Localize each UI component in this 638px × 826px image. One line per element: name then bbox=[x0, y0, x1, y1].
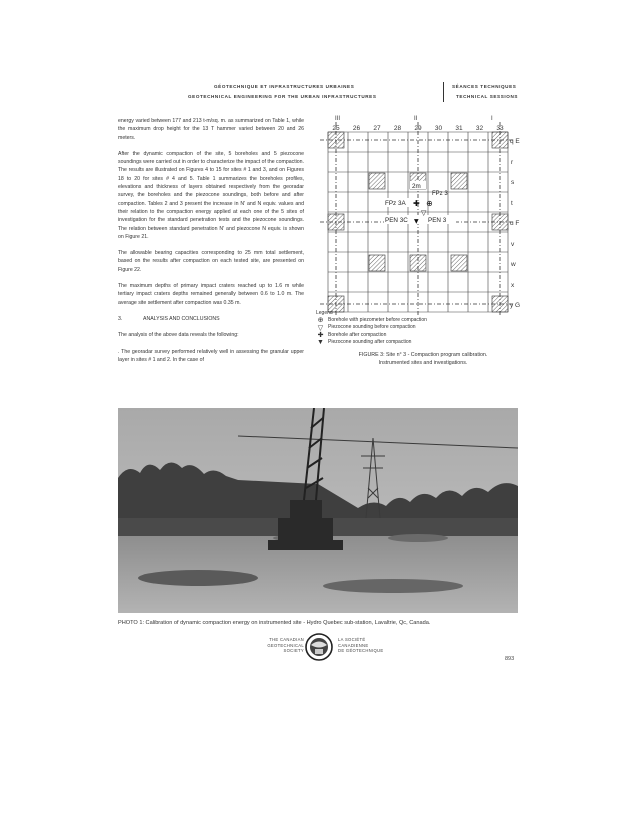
legend-item: ▽ Piezocone sounding before compaction bbox=[317, 324, 416, 332]
roman-II: II bbox=[414, 116, 418, 122]
fpz3a-label: FPz 3A bbox=[385, 200, 406, 207]
legend-item: ▼ Piezocone sounding after compaction bbox=[317, 338, 412, 346]
paragraph: . The georadar survey performed relatively well in assessing the granular upper layer in sites # 1 and 2. In the case of bbox=[118, 348, 304, 363]
paragraph: The analysis of the above data reveals the following: bbox=[118, 332, 239, 339]
row-letter: v bbox=[511, 241, 515, 248]
roman-III: III bbox=[335, 116, 341, 122]
pen3c-label: PEN 3C bbox=[385, 217, 408, 224]
hatched-cell bbox=[369, 255, 385, 271]
col-number: 30 bbox=[434, 125, 443, 132]
col-number: 28 bbox=[393, 125, 402, 132]
row-letter: t bbox=[511, 200, 513, 207]
legend-item: ⊕ Borehole with piezometer before compaction bbox=[317, 317, 427, 325]
pen3-label: PEN 3 bbox=[428, 217, 447, 224]
crane-site-photo bbox=[118, 408, 518, 613]
paragraph: energy varied between 177 and 213 t-m/sq. m. as summarized on Table 1, while the maximum drop height for the 13 T hammer varied between 20 and 26 meters. bbox=[118, 118, 304, 141]
section-number: 3. bbox=[118, 315, 123, 322]
legend-borehole-after-icon: ✚ bbox=[317, 331, 324, 339]
hatched-cell bbox=[451, 255, 467, 271]
photo-caption: PHOTO 1: Calibration of dynamic compaction energy on instrumented site - Hydro Quebec sub-station, Lavaltrie, Qc, Canada. bbox=[118, 620, 431, 626]
legend-item: ✚ Borehole after compaction bbox=[317, 331, 387, 339]
borehole-piezometer-icon: ⊕ bbox=[426, 199, 433, 208]
society-name-en: THE CANADIAN GEOTECHNICAL SOCIETY bbox=[267, 637, 304, 653]
col-number: 25 bbox=[332, 125, 340, 132]
legend-piezocone-before-icon: ▽ bbox=[317, 324, 324, 332]
figure-legend bbox=[316, 310, 516, 346]
site-photo bbox=[118, 408, 518, 613]
figure-3-grid bbox=[317, 112, 528, 325]
page-number: 893 bbox=[505, 656, 515, 662]
col-number: 33 bbox=[496, 125, 504, 132]
piezocone-after-icon: ▼ bbox=[414, 218, 419, 225]
hatched-cell bbox=[451, 173, 467, 189]
header-line-fr: GÉOTECHNIQUE ET INFRASTRUCTURES URBAINES bbox=[214, 84, 355, 89]
col-number: 26 bbox=[352, 125, 361, 132]
row-letter: x bbox=[511, 282, 515, 289]
header-line-en: GEOTECHNICAL ENGINEERING FOR THE URBAN INFRASTRUCTURES bbox=[188, 94, 377, 99]
row-letter: y G bbox=[510, 302, 521, 309]
left-text-column bbox=[118, 117, 304, 372]
section-title: ANALYSIS AND CONCLUSIONS bbox=[143, 315, 220, 322]
figure-caption: FIGURE 3: Site n° 3 - Compaction program calibration. Instrumented sites and investigations. bbox=[358, 352, 488, 366]
header-divider bbox=[443, 82, 444, 102]
header-right-en: TECHNICAL SESSIONS bbox=[456, 94, 519, 99]
row-letter: w bbox=[511, 261, 516, 268]
roman-I: I bbox=[491, 116, 493, 122]
hatched-cell bbox=[369, 173, 385, 189]
society-logo-icon bbox=[302, 632, 336, 662]
col-number: 31 bbox=[455, 125, 463, 132]
legend-piezocone-after-icon: ▼ bbox=[317, 338, 324, 346]
society-name-fr: LA SOCIÉTÉ CANADIENNE DE GÉOTECHNIQUE bbox=[338, 637, 384, 653]
legend-title: Legend bbox=[316, 310, 333, 316]
dimension-label: 2m bbox=[412, 183, 421, 190]
paragraph: After the dynamic compaction of the site, 5 boreholes and 5 piezocone soundings were carried out in order to characterize the impact of the compaction. The results are illustrated on Figures 4 to 15 for sites # 1 and 3, and on Figures 18 to 20 for sites # 4 and 5. Table 1 summarizes the boreholes profiles, elevations and thickness of layers obtained respectively from the georadar survey, the boreholes and the piezocone soundings, both before and after compaction. Tables 2 and 3 present the increase in N' and N equiv. values and their relation to the compaction energy applied at each one of the 5 sites of investigation for the standard penetration tests and the piezocone soundings. The relation between standard penetration N' and piezocone N equiv. is shown on Figure 21. bbox=[118, 150, 304, 240]
legend-borehole-piezometer-icon: ⊕ bbox=[317, 317, 324, 325]
col-number: 27 bbox=[373, 125, 381, 132]
row-letter: s bbox=[511, 179, 515, 186]
col-number: 32 bbox=[475, 125, 484, 132]
paragraph: The maximum depths of primary impact craters reached up to 1.6 m while tertiary impact craters depths remained generally between 0.6 to 1.0 m. The average site settlement after compaction was 0.35 m. bbox=[118, 283, 304, 306]
borehole-after-icon: ✚ bbox=[413, 199, 420, 208]
row-letter: u F bbox=[510, 220, 520, 227]
piezocone-before-icon: ▽ bbox=[421, 209, 427, 217]
header-right-fr: SÉANCES TECHNIQUES bbox=[452, 84, 517, 89]
row-letter: q E bbox=[510, 138, 520, 145]
paragraph: The allowable bearing capacities corresponding to 25 mm total settlement, based on the results after compaction on each tested site, are presented on Figure 22. bbox=[118, 250, 304, 273]
col-number: 29 bbox=[414, 125, 422, 132]
section-heading bbox=[118, 315, 304, 323]
fpz3-label: FPz 3 bbox=[432, 191, 448, 197]
row-letter: r bbox=[511, 159, 514, 166]
